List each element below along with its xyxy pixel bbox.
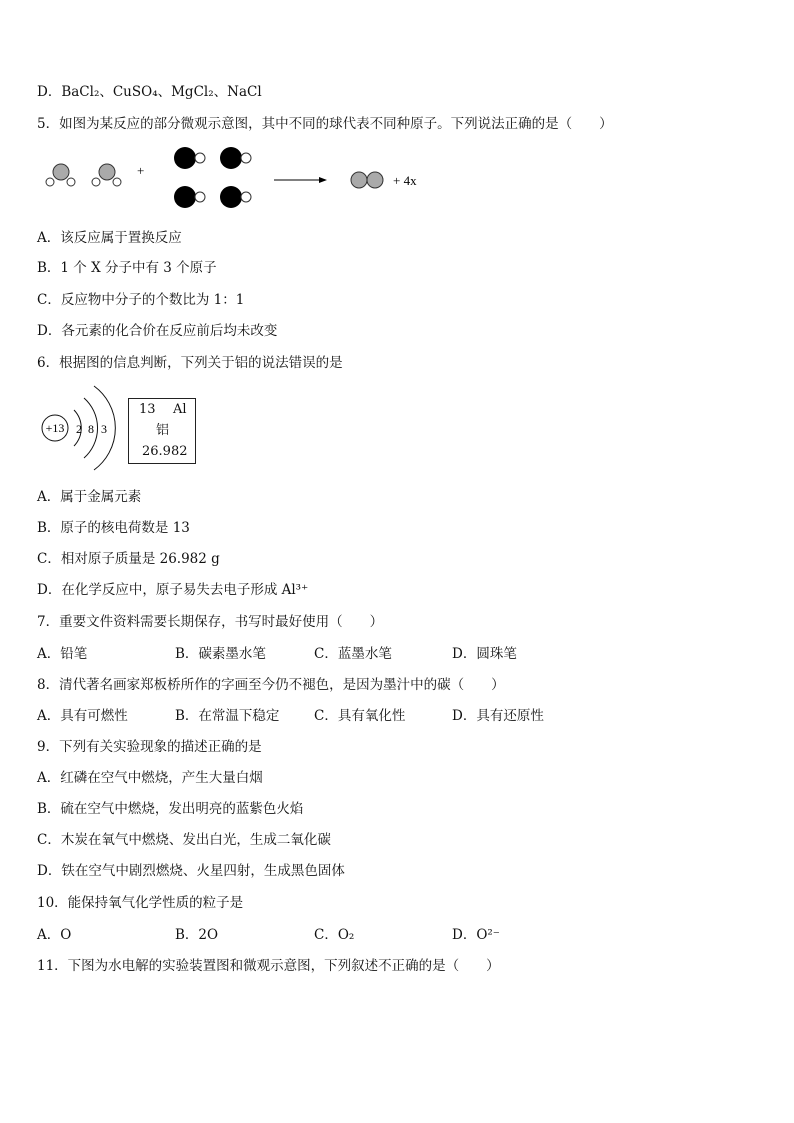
q10-option-a: A．O: [37, 927, 72, 943]
product-label: + 4x: [393, 173, 417, 188]
q4-option-d: D．BaCl₂、CuSO₄、MgCl₂、NaCl: [37, 84, 262, 100]
q6-option-a: A．属于金属元素: [37, 489, 142, 505]
q8-option-d: D．具有还原性: [452, 708, 544, 724]
nucleus-charge: +13: [45, 421, 65, 435]
q7-option-a: A．铅笔: [37, 646, 88, 662]
question-11-stem: 11．下图为水电解的实验装置图和微观示意图，下列叙述不正确的是（ ）: [37, 958, 500, 974]
reactant-molecule-3: [174, 147, 205, 169]
q9-option-b: B．硫在空气中燃烧，发出明亮的蓝紫色火焰: [37, 801, 304, 817]
question-7-stem: 7．重要文件资料需要长期保存，书写时最好使用（ ）: [37, 614, 384, 630]
shell-3-electrons: 3: [101, 422, 107, 436]
element-name: 铝: [156, 423, 170, 438]
reaction-arrow: [274, 177, 327, 183]
question-5-stem: 5．如图为某反应的部分微观示意图，其中不同的球代表不同种原子。下列说法正确的是（ ）: [37, 116, 613, 132]
question-8-stem: 8．清代著名画家郑板桥所作的字画至今仍不褪色，是因为墨汁中的碳（ ）: [37, 677, 505, 693]
shell-2-electrons: 8: [88, 422, 94, 436]
question-9-stem: 9．下列有关实验现象的描述正确的是: [37, 739, 262, 755]
q5-option-a: A．该反应属于置换反应: [37, 230, 182, 246]
q6-option-c: C．相对原子质量是 26.982 g: [37, 551, 220, 567]
q7-option-d: D．圆珠笔: [452, 646, 517, 662]
element-card: [128, 398, 196, 464]
q7-option-c: C．蓝墨水笔: [314, 646, 392, 662]
question-10-stem: 10．能保持氧气化学性质的粒子是: [37, 895, 244, 911]
reactant-molecule-5: [174, 186, 205, 208]
q9-option-d: D．铁在空气中剧烈燃烧、火星四射，生成黑色固体: [37, 863, 345, 879]
q10-option-b: B．2O: [175, 927, 219, 943]
product-molecule: [351, 172, 383, 188]
q7-option-b: B．碳素墨水笔: [175, 646, 266, 662]
reaction-diagram: [40, 142, 440, 214]
q6-option-b: B．原子的核电荷数是 13: [37, 520, 190, 536]
q10-option-d: D．O²⁻: [452, 927, 500, 943]
element-atomic-number: 13: [139, 402, 156, 417]
q6-option-d: D．在化学反应中，原子易失去电子形成 Al³⁺: [37, 582, 309, 598]
reactant-molecule-1: [46, 164, 75, 186]
reactant-molecule-6: [220, 186, 251, 208]
plus-sign: +: [137, 163, 145, 178]
atomic-structure-diagram: [38, 380, 118, 476]
q5-option-c: C．反应物中分子的个数比为 1：1: [37, 292, 245, 308]
q9-option-c: C．木炭在氧气中燃烧、发出白光，生成二氧化碳: [37, 832, 331, 848]
reactant-molecule-4: [220, 147, 251, 169]
q5-option-b: B．1 个 X 分子中有 3 个原子: [37, 260, 217, 276]
q10-option-c: C．O₂: [314, 927, 355, 943]
element-atomic-mass: 26.982: [142, 444, 188, 459]
q8-option-c: C．具有氧化性: [314, 708, 406, 724]
reactant-molecule-2: [92, 164, 121, 186]
question-6-stem: 6．根据图的信息判断，下列关于铝的说法错误的是: [37, 355, 343, 371]
element-symbol: Al: [173, 402, 187, 417]
q8-option-b: B．在常温下稳定: [175, 708, 280, 724]
shell-1-electrons: 2: [76, 422, 82, 436]
q8-option-a: A．具有可燃性: [37, 708, 128, 724]
q5-option-d: D．各元素的化合价在反应前后均未改变: [37, 323, 278, 339]
q9-option-a: A．红磷在空气中燃烧，产生大量白烟: [37, 770, 263, 786]
